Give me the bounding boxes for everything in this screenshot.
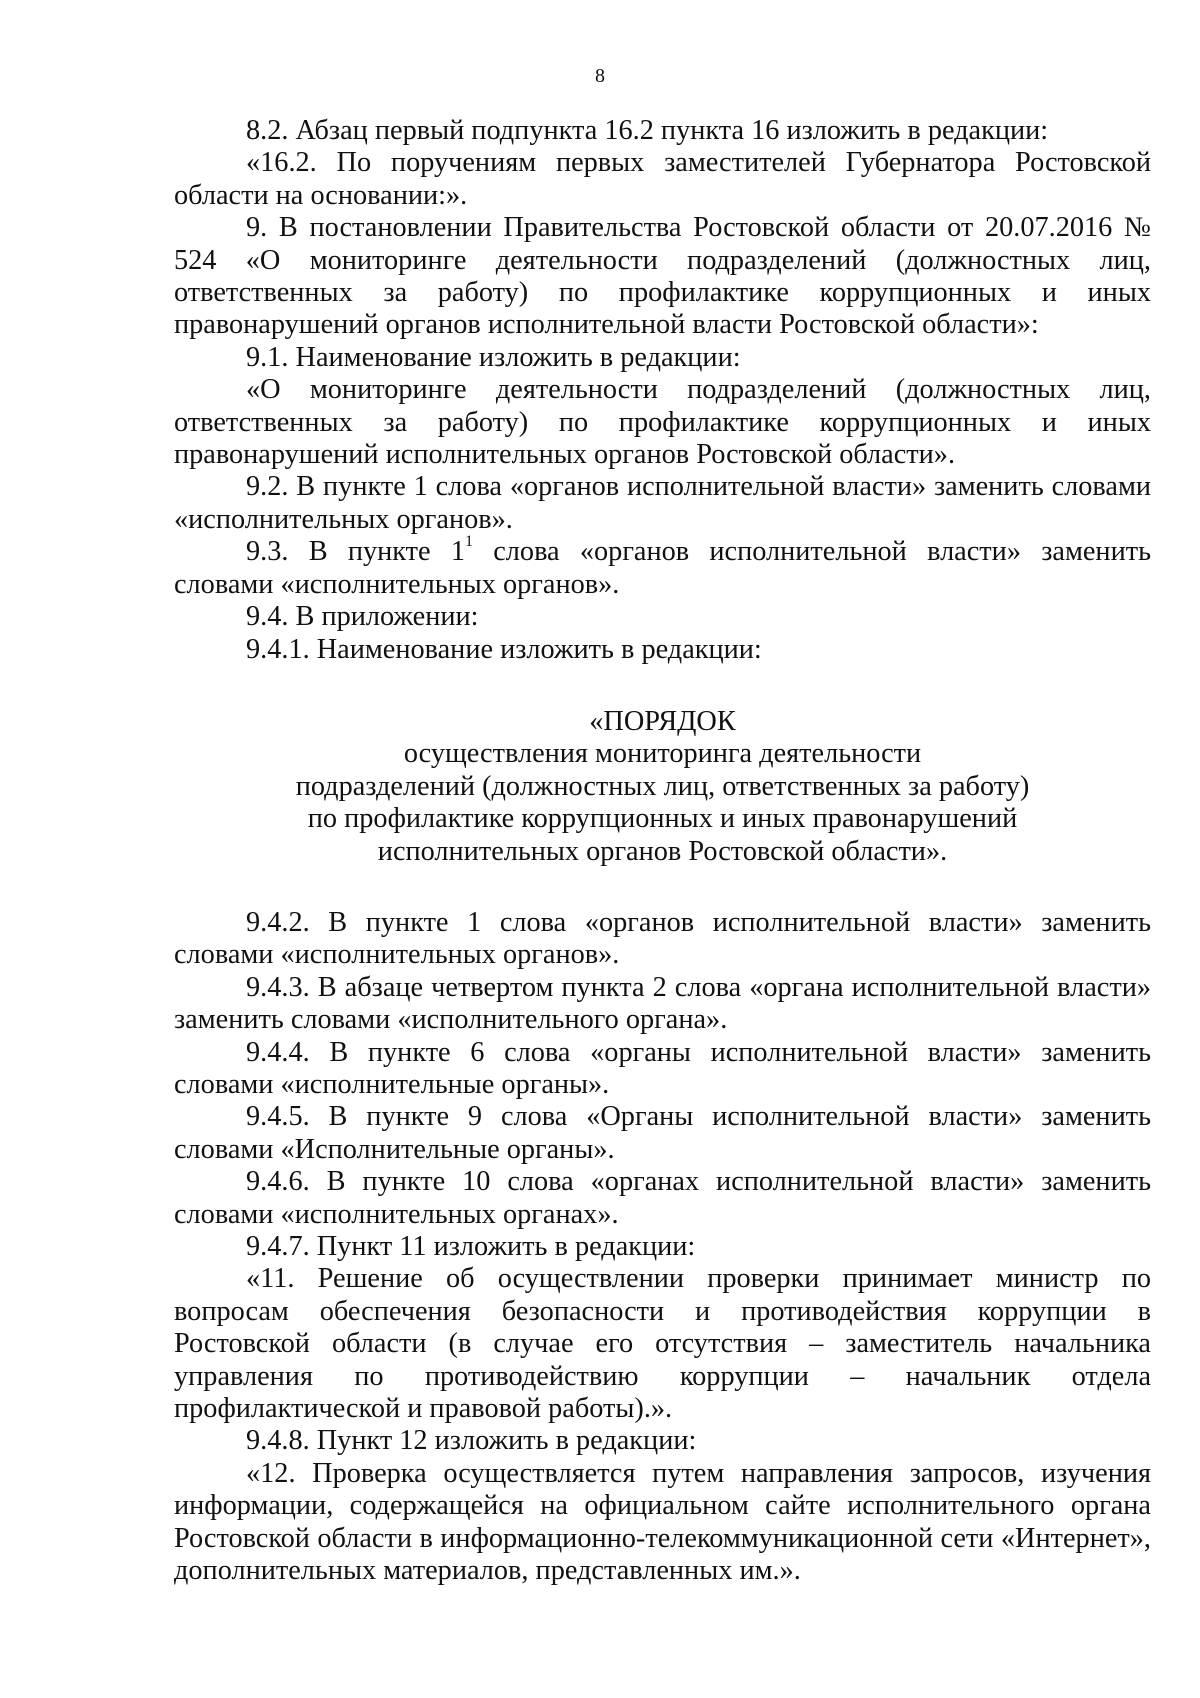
paragraph-9-4-3: 9.4.3. В абзаце четвертом пункта 2 слова «органа исполнительной власти» заменить словами «исполнительного органа». — [174, 971, 1151, 1036]
paragraph-9-4-6: 9.4.6. В пункте 10 слова «органах исполнительной власти» заменить словами «исполнительных органах». — [174, 1166, 1151, 1230]
paragraph-9: 9. В постановлении Правительства Ростовской области от 20.07.2016 № 524 «О мониторинге деятельности подразделений (должностных лиц, ответственных за работу) по профилактике коррупционных и иных правонарушений органов исполнительной власти Ростовской области»: — [174, 212, 1151, 341]
paragraph-9-4-5: 9.4.5. В пункте 9 слова «Органы исполнительной власти» заменить словами «Исполнительные органы». — [174, 1101, 1151, 1165]
paragraph-9-4-8: 9.4.8. Пункт 12 изложить в редакции: — [246, 1425, 697, 1457]
paragraph-9-4-2: 9.4.2. В пункте 1 слова «органов исполнительной власти» заменить словами «исполнительных органов». — [174, 906, 1151, 971]
order-title-block — [174, 706, 1151, 868]
order-title-line-5: исполнительных органов Ростовской области». — [377, 835, 948, 867]
paragraph-9-4: 9.4. В приложении: — [246, 601, 479, 633]
paragraph-11-quote: «11. Решение об осуществлении проверки принимает министр по вопросам обеспечения безопасности и противодействия коррупции в Ростовской области (в случае его отсутствия – заместитель начальника управления по противодействию коррупции – начальник отдела профилактической и правовой работы).». — [174, 1263, 1151, 1425]
paragraph-12-quote: «12. Проверка осуществляется путем направления запросов, изучения информации, содержащейся на официальном сайте исполнительного органа Ростовской области в информационно-телекоммуникационной сети «Интернет», дополнительных материалов, представленных им.». — [174, 1457, 1151, 1587]
paragraph-9-3-before: 9.3. В пункте 1 — [246, 536, 465, 568]
paragraph-9-4-4: 9.4.4. В пункте 6 слова «органы исполнительной власти» заменить словами «исполнительные органы». — [174, 1036, 1151, 1100]
paragraph-9-3-after: слова «органов исполнительной власти» заменить словами «исполнительных органов». — [174, 536, 1151, 600]
order-title-line-1: «ПОРЯДОК — [589, 705, 736, 737]
order-title-line-2: осуществления мониторинга деятельности — [403, 738, 922, 770]
paragraph-16-2-quote: «16.2. По поручениям первых заместителей Губернатора Ростовской области на основании:». — [174, 147, 1151, 211]
document-body — [174, 115, 1151, 1587]
paragraph-9-4-7: 9.4.7. Пункт 11 изложить в редакции: — [246, 1231, 696, 1262]
page-number: 8 — [595, 65, 605, 87]
paragraph-9-1-quote: «О мониторинге деятельности подразделений (должностных лиц, ответственных за работу) по профилактике коррупционных и иных правонарушений исполнительных органов Ростовской области». — [174, 374, 1151, 471]
paragraph-8-2: 8.2. Абзац первый подпункта 16.2 пункта 16 изложить в редакции: — [246, 115, 1049, 146]
paragraph-9-3 — [174, 533, 1151, 601]
order-title-line-4: по профилактике коррупционных и иных правонарушений — [307, 803, 1018, 835]
paragraph-9-2: 9.2. В пункте 1 слова «органов исполнительной власти» заменить словами «исполнительных органов». — [174, 471, 1151, 535]
superscript-mark: 1 — [464, 533, 473, 551]
paragraph-9-1: 9.1. Наименование изложить в редакции: — [246, 341, 741, 373]
order-title-line-3: подразделений (должностных лиц, ответственных за работу) — [295, 770, 1030, 802]
paragraph-9-4-1: 9.4.1. Наименование изложить в редакции: — [246, 633, 762, 665]
